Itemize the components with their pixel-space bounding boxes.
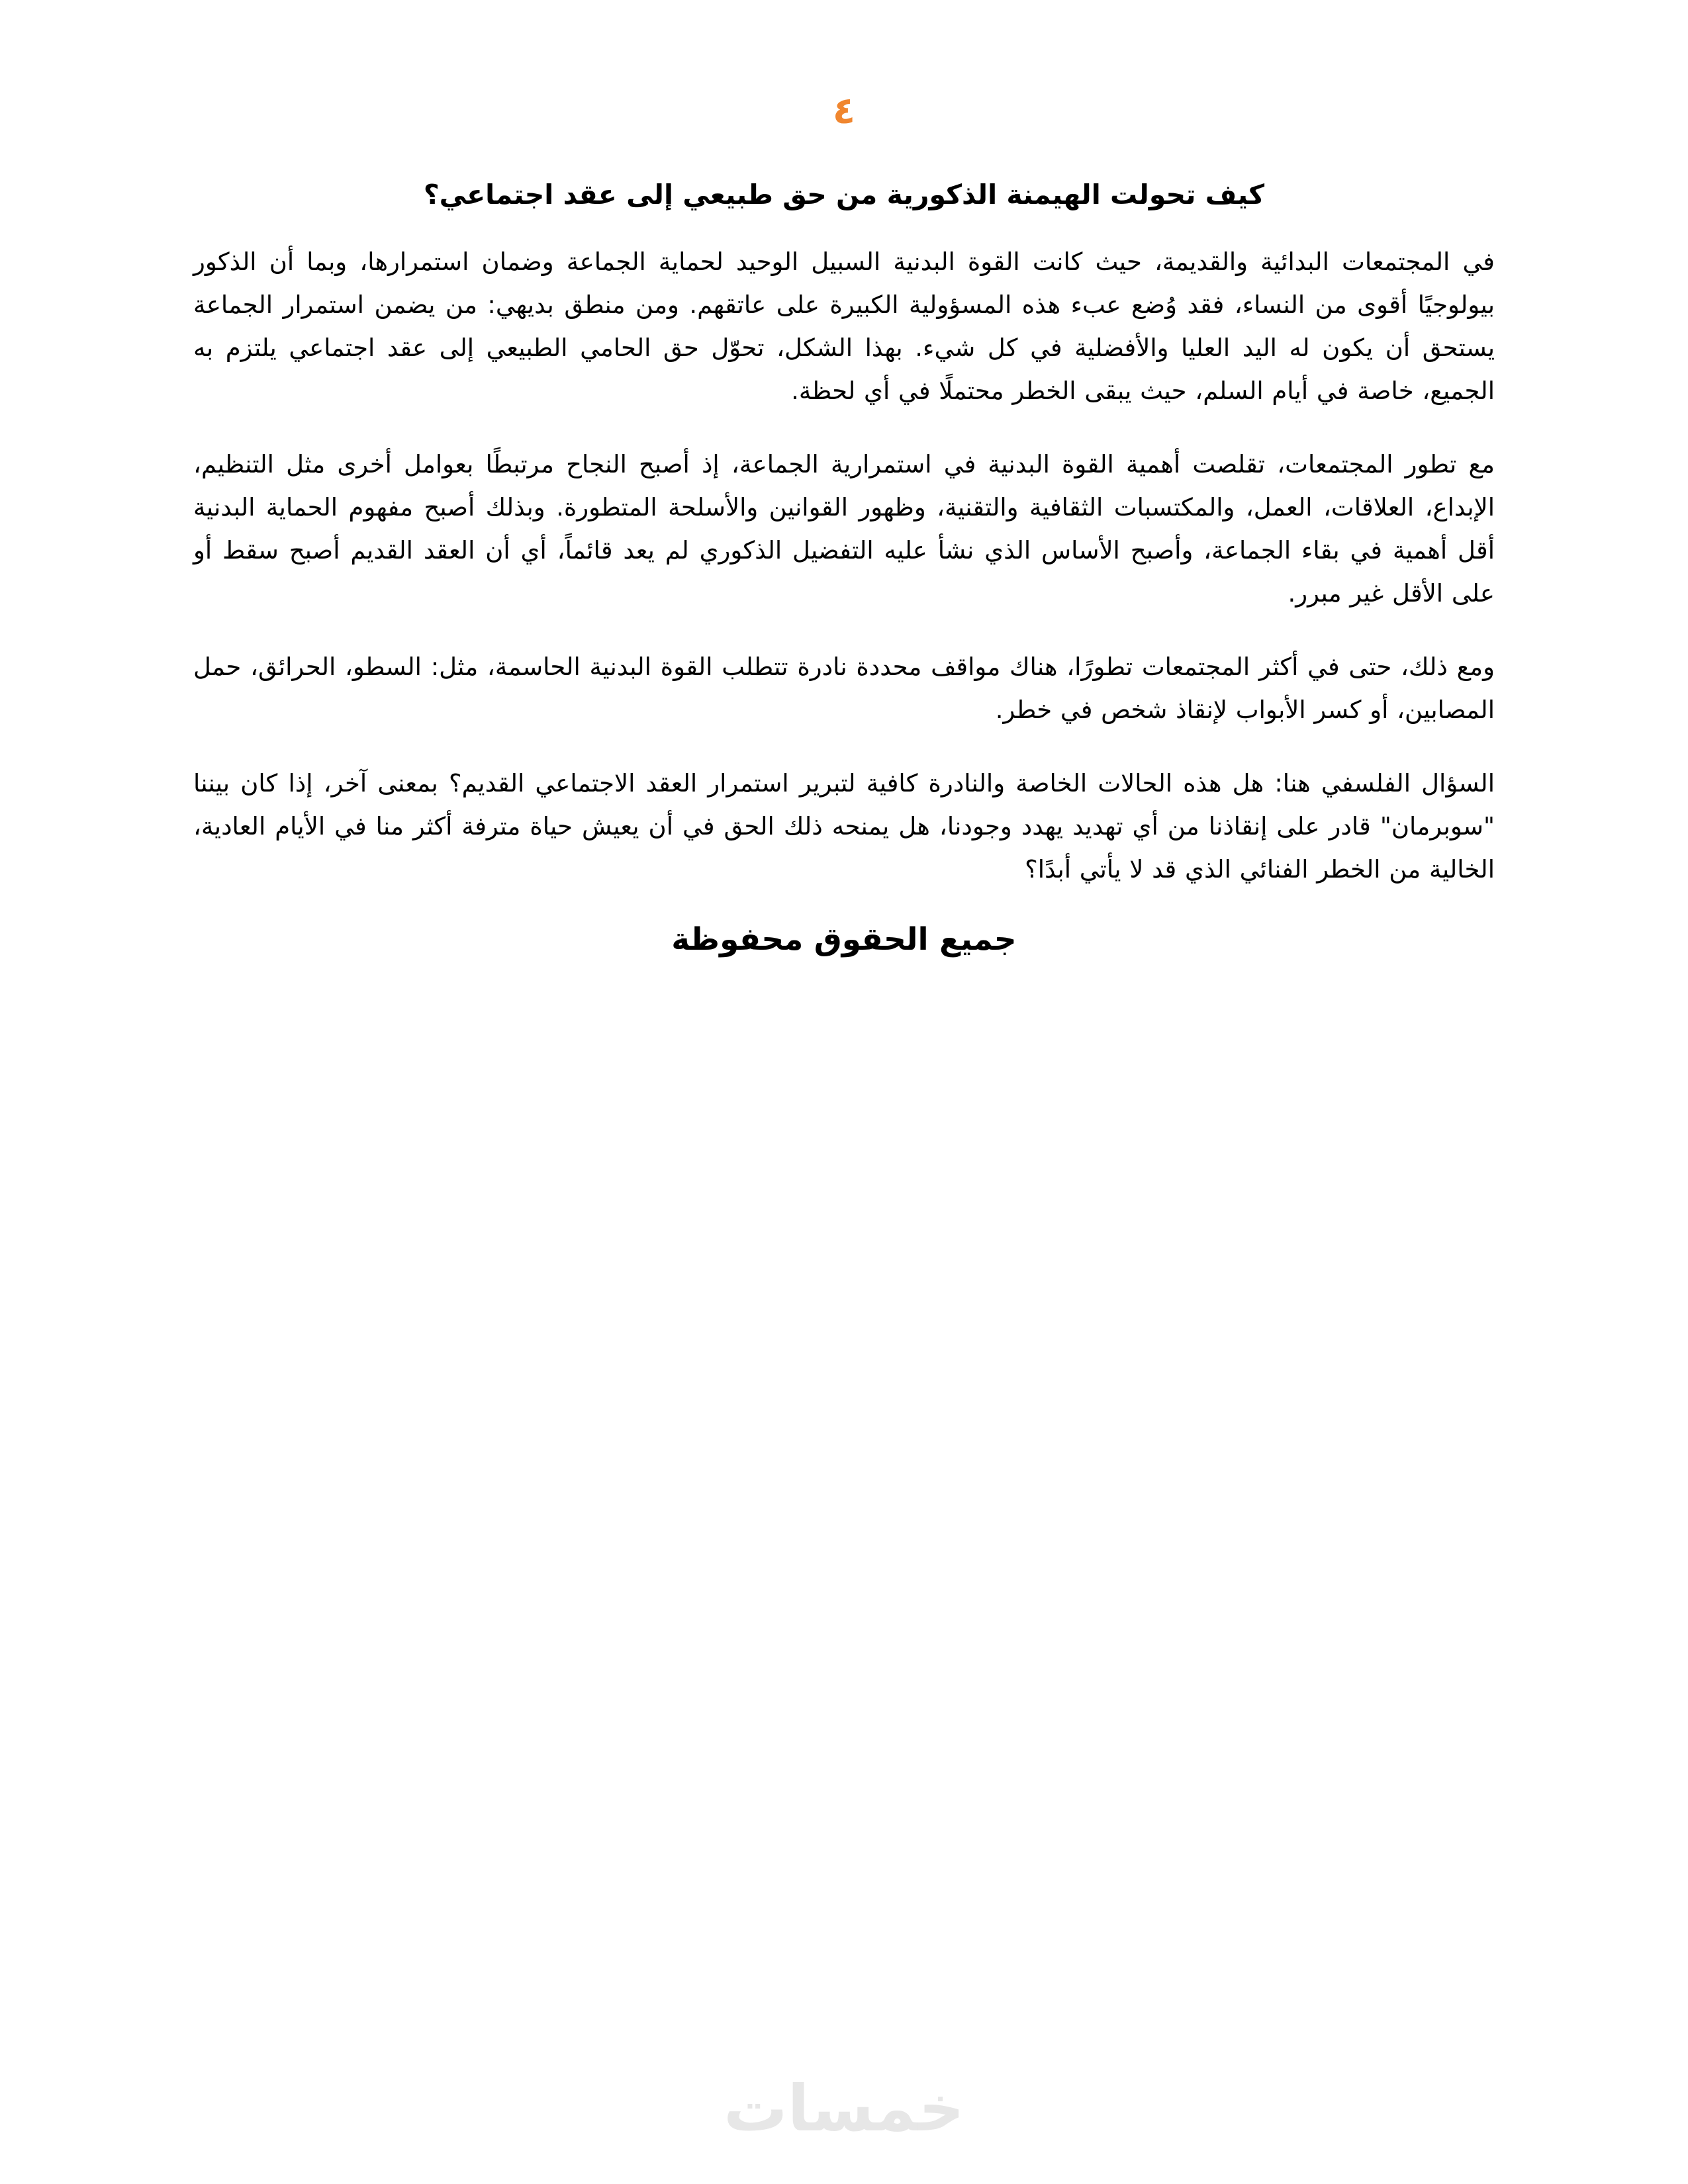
article-heading: كيف تحولت الهيمنة الذكورية من حق طبيعي إلى عقد اجتماعي؟ <box>423 179 1265 210</box>
page-number: ٤ <box>832 89 856 132</box>
khamsat-watermark-logo: خمسات <box>724 2071 964 2146</box>
paragraph-3: ومع ذلك، حتى في أكثر المجتمعات تطورًا، هناك مواقف محددة نادرة تتطلب القوة البدنية الحاسمة، مثل: السطو، الحرائق، حمل المصابين، أو كسر الأبواب لإنقاذ شخص في خطر. <box>193 653 1495 725</box>
paragraph-1: في المجتمعات البدائية والقديمة، حيث كانت القوة البدنية السبيل الوحيد لحماية الجماعة وضمان استمرارها، وبما أن الذكور بيولوجيًا أقوى من النساء، فقد وُضع عبء هذه المسؤولية الكبيرة على عاتقهم. ومن منطق بديهي: من يضمن استمرار الجماعة يستحق أن يكون له اليد العليا والأفضلية في كل شيء. بهذا الشكل، تحوّل حق الحامي الطبيعي إلى عقد اجتماعي يلتزم به الجميع، خاصة في أيام السلم، حيث يبقى الخطر محتملًا في أي لحظة. <box>193 248 1495 406</box>
rights-notice: جميع الحقوق محفوظة <box>671 921 1017 958</box>
article-body <box>193 240 1495 958</box>
paragraph-2: مع تطور المجتمعات، تقلصت أهمية القوة البدنية في استمرارية الجماعة، إذ أصبح النجاح مرتبطًا بعوامل أخرى مثل التنظيم، الإبداع، العلاقات، العمل، والمكتسبات الثقافية والتقنية، وظهور القوانين والأسلحة المتطورة. وبذلك أصبح مفهوم الحماية البدنية أقل أهمية في بقاء الجماعة، وأصبح الأساس الذي نشأ عليه التفضيل الذكوري لم يعد قائماً، أي أن العقد القديم أصبح سقط أو على الأقل غير مبرر. <box>193 450 1495 608</box>
paragraph-4: السؤال الفلسفي هنا: هل هذه الحالات الخاصة والنادرة كافية لتبرير استمرار العقد الاجتماعي القديم؟ بمعنى آخر، إذا كان بيننا "سوبرمان" قادر على إنقاذنا من أي تهديد يهدد وجودنا، هل يمنحه ذلك الحق في أن يعيش حياة مترفة أكثر منا في الأيام العادية، الخالية من الخطر الفنائي الذي قد لا يأتي أبدًا؟ <box>193 769 1495 884</box>
